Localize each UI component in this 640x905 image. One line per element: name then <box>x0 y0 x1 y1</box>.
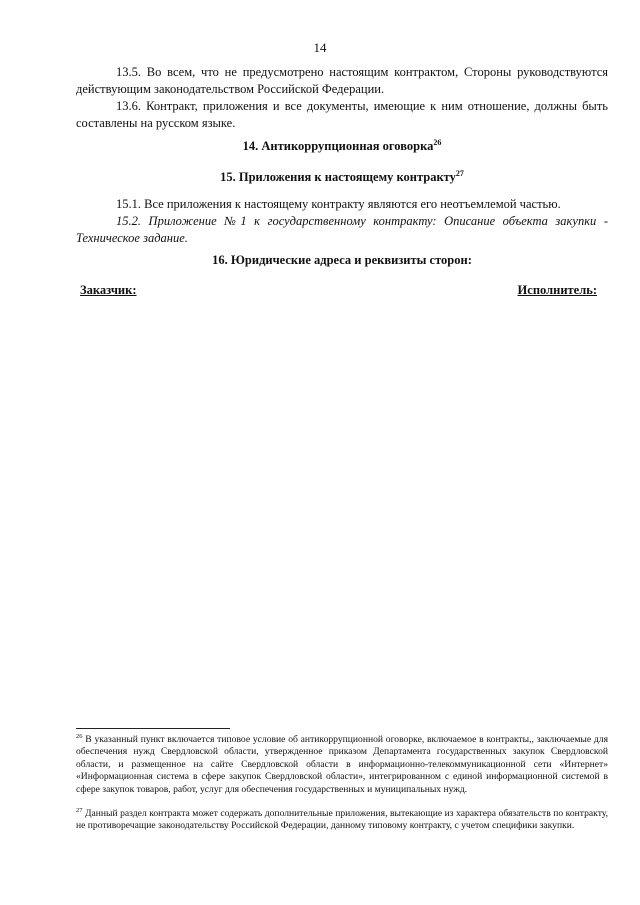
footnote-27-text: Данный раздел контракта может содержать дополнительные приложения, вытекающие из характера обязательств по контракту, не противоречащие законодательству Российской Федерации, данному типовому контракту, с учетом специфики закупки. <box>76 808 608 832</box>
footnote-26-number: 26 <box>76 732 83 740</box>
page-number: 14 <box>313 40 327 55</box>
contractor-label: Исполнитель: <box>517 283 597 297</box>
paragraph-13-6: 13.6. Контракт, приложения и все документы, имеющие к ним отношение, должны быть составлены на русском языке. <box>76 99 608 130</box>
footnote-ref-26[interactable]: 26 <box>433 137 442 147</box>
paragraph-13-5: 13.5. Во всем, что не предусмотрено настоящим контрактом, Стороны руководствуются действующим законодательством Российской Федерации. <box>76 65 608 96</box>
section-14-title: 14. Антикоррупционная оговорка <box>242 139 434 153</box>
footnote-27-number: 27 <box>76 806 83 814</box>
paragraph-15-2: 15.2. Приложение №1 к государственному контракту: Описание объекта закупки - Техническое задание. <box>76 214 608 245</box>
footnote-26-text: В указанный пункт включается типовое условие об антикоррупционной оговорке, включаемое в контракты,, заключаемые для обеспечения нужд Свердловской области, утвержденное приказом Департамента государственных закупок Свердловской области, и размещенное на сайте Свердловской области в информационно-телекоммуникационной сети «Интернет» «Информационная система в сфере закупок Свердловской области», интегрированном с единой информационной системой в сфере закупок товаров, работ, услуг для обеспечения государственных и муниципальных нужд. <box>76 734 608 795</box>
customer-label: Заказчик: <box>80 283 137 297</box>
section-14-heading <box>76 138 608 155</box>
section-15-title: 15. Приложения к настоящему контракту <box>220 170 456 184</box>
section-15-heading <box>76 169 608 186</box>
section-16-heading: 16. Юридические адреса и реквизиты сторон: <box>212 253 472 267</box>
footnote-26 <box>76 734 608 796</box>
footnote-divider <box>76 728 230 729</box>
footnote-27 <box>76 808 608 833</box>
footnote-ref-27[interactable]: 27 <box>455 168 464 178</box>
paragraph-15-1: 15.1. Все приложения к настоящему контракту являются его неотъемлемой частью. <box>116 197 561 211</box>
